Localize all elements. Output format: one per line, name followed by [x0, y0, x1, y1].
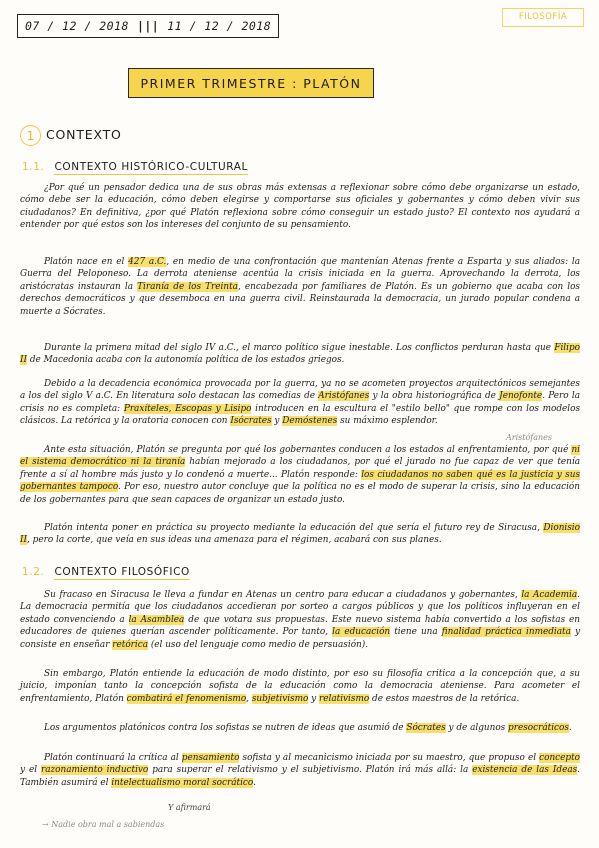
subsection-heading: CONTEXTO FILOSÓFICO [54, 566, 190, 578]
paragraph-text: para superar el relativismo y el subjetivismo. Platón irá más allá: la [148, 765, 473, 776]
subsection-filosofico [22, 566, 190, 578]
paragraph-text: habían mejorado a los ciudadanos, por qué el jurado no fue capaz de ver que tenía frente a sí al hombre más justo y lo condenó a muerte... Platón responde: [20, 457, 580, 480]
highlight: intelectualismo moral socrático [111, 777, 254, 788]
paragraph-text: , encabezada por familiares de Platón. Es un gobierno que acaba con los derechos democráticos y que desemboca en una guerra civil. Reinstaurada la democracia, un jurado popular condena a muerte a Sócrates. [20, 281, 580, 317]
paragraph-text: Platón intenta poner en práctica su proyecto mediante la educación del que sería el futuro rey de Siracusa, [44, 523, 544, 533]
margin-note: Aristófanes [506, 433, 553, 442]
highlight: Demóstenes [282, 416, 338, 427]
paragraph-text: Sin embargo, Platón entiende la educación de modo distinto, por eso su filosofía critica a la concepción que, a su juicio, imponían tanto la concepción sofista de la educación como la democracia ateniense. Para acometer el enfrentamiento, Platón [20, 669, 580, 704]
paragraph-4 [20, 378, 580, 428]
subject-label: FILOSOFÍA [502, 8, 584, 27]
paragraph-6 [20, 522, 580, 547]
date-end: 11 / 12 / 2018 [167, 19, 272, 33]
date-separator: ||| [136, 19, 160, 33]
inline-note: Y afirmará [168, 803, 211, 812]
paragraph-5 [20, 444, 580, 506]
highlight: 427 a.C. [128, 257, 167, 267]
paragraph-text: , [246, 693, 252, 704]
paragraph-text: Durante la primera mitad del siglo IV a.C., el marco político sigue inestable. Los conflictos perduran hasta que [44, 343, 555, 353]
paragraph-7 [20, 589, 580, 651]
paragraph-text: . La democracia permitía que los ciudadanos accedieran por sorteo a cargos públicos y que los políticos influyeran en el estado convenciendo a [20, 590, 580, 625]
paragraph-3 [20, 342, 580, 367]
date-start: 07 / 12 / 2018 [25, 19, 129, 33]
highlight: pensamiento [181, 753, 240, 763]
highlight: retórica [112, 639, 149, 650]
paragraph-text: ¿Por qué un pensador dedica una de sus obras más extensas a reflexionar sobre cómo debe organizarse un estado, cómo debe ser la educación, cómo deben elegirse y comportarse sus oficiales y gobernantes y cómo deben vivir sus ciudadanos? En definitiva, ¿por qué Platón reflexiona sobre cómo conseguir un estado justo? El contexto nos ayudará a entender por qué estos son los intereses del conjunto de su pensamiento. [20, 183, 580, 231]
highlight: existencia de las Ideas [472, 765, 578, 776]
paragraph-9 [20, 722, 580, 734]
highlight: Praxíteles, Escopas y Lisipo [123, 403, 252, 414]
paragraph-2 [20, 256, 580, 318]
paragraph-text: y consiste en enseñar [20, 627, 581, 650]
date-box [17, 14, 279, 38]
highlight: presocráticos [508, 723, 569, 733]
paragraph-text: y [271, 416, 283, 427]
paragraph-text: Debido a la decadencia económica provocada por la guerra, ya no se acometen proyectos arquitectónicos semejantes a los del siglo V a.C. En literatura solo destacan las comedias de [20, 379, 580, 402]
paragraph-text: . También asumirá el [20, 765, 580, 788]
highlight: relativismo [319, 693, 370, 704]
paragraph-text: y la obra historiográfica de [369, 391, 500, 402]
footnote: → Nadie obra mal a sabiendas [42, 820, 165, 829]
subsection-heading: CONTEXTO HISTÓRICO-CULTURAL [54, 161, 248, 173]
subsection-number: 1.2. [22, 566, 45, 578]
paragraph-text: . Por eso, nuestro autor concluye que la política no es el modo de superar la crisis, sino la educación de los gobernantes para que sean capaces de organizar un estado justo. [20, 482, 580, 505]
paragraph-text: y de algunos [445, 723, 509, 733]
highlight: finalidad práctica inmediata [441, 627, 571, 638]
paragraph-8 [20, 668, 580, 705]
paragraph-text: introducen en la escultura el "estilo bello" que rompe con los modelos clásicos. La retórica y la oratoria conocen con [20, 403, 581, 427]
section-number: 1 [20, 125, 41, 146]
paragraph-text: , pero la corte, que veía en sus ideas una amenaza para el régimen, acabará con sus planes. [27, 535, 442, 546]
paragraph-text: su máximo esplendor. [337, 416, 438, 427]
paragraph-text: . [568, 723, 572, 733]
highlight: Sócrates [406, 723, 446, 733]
highlight: Filipo II [20, 343, 580, 366]
subsection-historico [22, 161, 248, 173]
paragraph-text: . [253, 777, 256, 788]
paragraph-text: (el uso del lenguaje como medio de persuasión). [148, 639, 369, 650]
paragraph-10 [20, 752, 580, 789]
highlight: Aristófanes [318, 391, 370, 402]
highlight: ni el sistema democrático ni la tiranía [20, 445, 580, 468]
subsection-number: 1.1. [22, 161, 45, 173]
page-title: PRIMER TRIMESTRE : PLATÓN [128, 68, 374, 98]
highlight: la educación [332, 627, 391, 638]
paragraph-text: Platón nace en el [44, 257, 129, 267]
highlight: subjetivismo [251, 693, 309, 704]
paragraph-text: sofista y al mecanicismo iniciada por su maestro, que propuso el [239, 753, 540, 763]
highlight: los ciudadanos no saben qué es la justicia y sus gobernantes tampoco [20, 469, 581, 493]
highlight: Jenofonte [499, 391, 543, 402]
highlight: combatirá el fenomenismo [126, 693, 247, 704]
highlight: concepto [539, 753, 580, 763]
paragraph-text: y [308, 693, 320, 704]
paragraph-text: . Pero la crisis no es completa: [20, 391, 581, 414]
section-heading: CONTEXTO [46, 127, 122, 142]
highlight: Isócrates [230, 416, 272, 427]
paragraph-text: Su fracaso en Siracusa le lleva a fundar en Atenas un centro para educar a ciudadanos y gobernantes, [44, 590, 522, 600]
paragraph-text: Los argumentos platónicos contra los sofistas se nutren de ideas que asumió de [44, 723, 407, 733]
paragraph-text: y el [20, 765, 41, 776]
paragraph-text: Ante esta situación, Platón se pregunta por qué los gobernantes conducen a los estados al enfrentamiento, por qué [44, 445, 572, 455]
paragraph-text: de Macedonia acaba con la autonomía política de los estados griegos. [27, 355, 345, 366]
paragraph-1 [20, 182, 580, 232]
paragraph-text: Platón continuará la crítica al [44, 753, 182, 763]
highlight: razonamiento inductivo [40, 765, 149, 776]
paragraph-text: de que votara sus propuestas. Este nuevo sistema había convertido a los sofistas en educadores de quienes querían ascender políticamente. Por tanto, [20, 614, 581, 638]
paragraph-text: , en medio de una confrontación que mantenían Atenas frente a Esparta y sus aliados: la Guerra del Peloponeso. La derrota ateniense acentúa la crisis iniciada en la guerra. Aprovechando la derrota, los aristócratas instauran la [20, 257, 580, 292]
paragraph-text: tiene una [390, 627, 442, 638]
highlight: la Academia [521, 590, 578, 600]
highlight: la Asamblea [128, 614, 185, 625]
highlight: Tiranía de los Treinta [137, 281, 238, 292]
paragraph-text: de estos maestros de la retórica. [369, 693, 520, 704]
highlight: Dionisio II [20, 523, 580, 546]
